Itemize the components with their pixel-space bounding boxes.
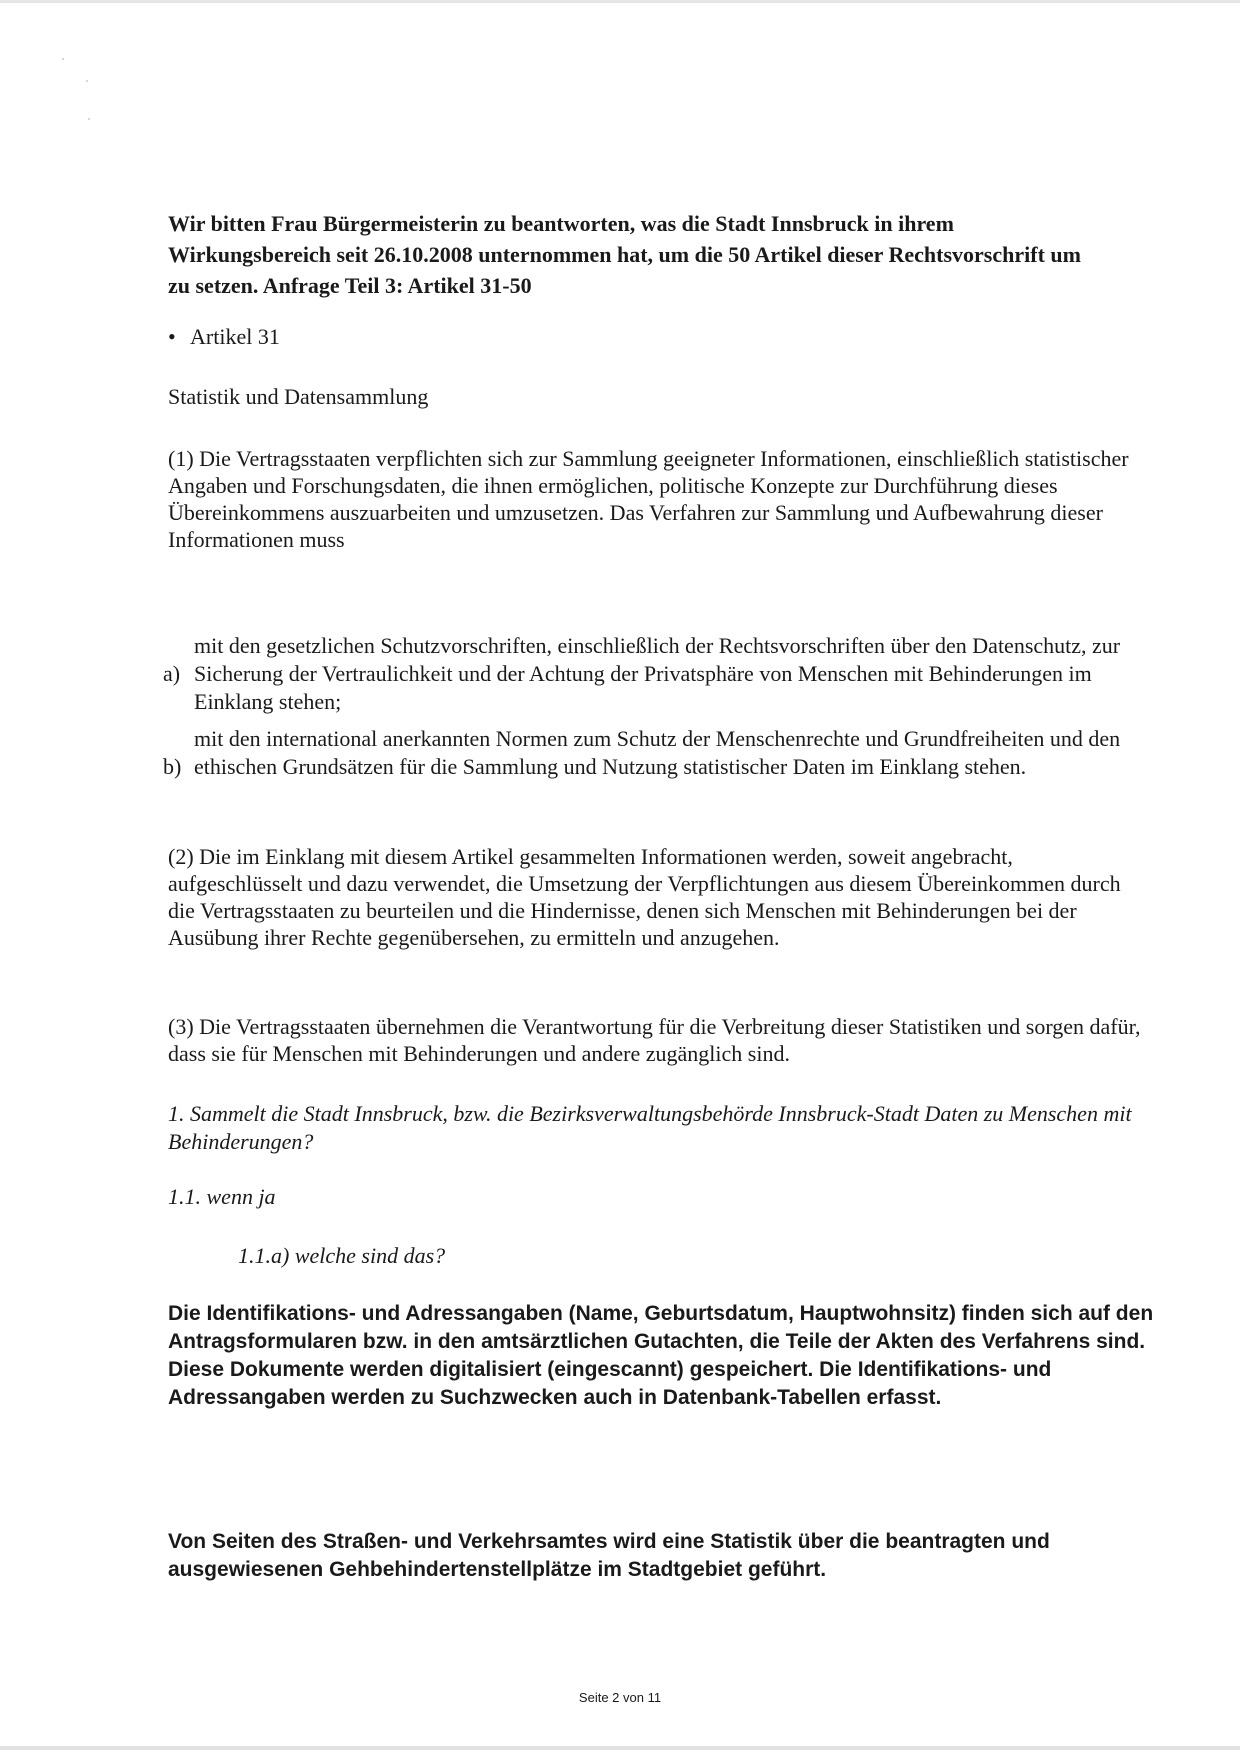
paragraph-2: (2) Die im Einklang mit diesem Artikel gesammelten Informationen werden, soweit angebracht, aufgeschlüsselt und dazu verwendet, die Umsetzung der Verpflichtungen aus diesem Übereinkommen durch die Vertragsstaaten zu beurteilen und die Hindernisse, denen sich Menschen mit Behinderungen bei der Ausübung ihrer Rechte gegenübersehen, zu ermitteln und anzugehen.	[168, 844, 1121, 950]
paragraph-3: (3) Die Vertragsstaaten übernehmen die Verantwortung für die Verbreitung dieser Statistiken und sorgen dafür, dass sie für Menschen mit Behinderungen und andere zugänglich sind.	[168, 1014, 1141, 1066]
list-item-text: mit den gesetzlichen Schutzvorschriften, einschließlich der Rechtsvorschriften über den Datenschutz, zur Sicherung der Vertraulichkeit und der Achtung der Privatsphäre von Menschen mit Behinderungen im Einklang stehen;	[194, 633, 1121, 714]
scan-edge-top	[0, 0, 1240, 3]
article-heading: Statistik und Datensammlung	[168, 384, 429, 409]
question-1: 1. Sammelt die Stadt Innsbruck, bzw. die Bezirksverwaltungsbehörde Innsbruck-Stadt Daten zu Menschen mit Behinderungen?	[168, 1101, 1132, 1154]
scan-speck	[86, 80, 88, 82]
list-item-label: b)	[163, 754, 182, 779]
intro-part-label: Anfrage Teil 3: Artikel 31-50	[262, 273, 532, 298]
question-1-1-a: 1.1.a) welche sind das?	[238, 1243, 446, 1268]
intro-paragraph	[168, 208, 1098, 301]
article-bullet	[168, 323, 280, 351]
answer-2: Von Seiten des Straßen- und Verkehrsamtes wird eine Statistik über die beantragten und ausgewiesenen Gehbehindertenstellplätze im Stadtgebiet geführt.	[168, 1530, 1050, 1581]
bullet-icon: •	[168, 324, 176, 349]
answer-1: Die Identifikations- und Adressangaben (Name, Geburtsdatum, Hauptwohnsitz) finden sich auf den Antragsformularen bzw. in den amtsärztlichen Gutachten, die Teile der Akten des Verfahrens sind. Diese Dokumente werden digitalisiert (eingescannt) gespeichert. Die Identifikations- und Adressangaben werden zu Suchzwecken auch in Datenbank-Tabellen erfasst.	[168, 1302, 1154, 1409]
intro-request-text: Wir bitten Frau Bürgermeisterin zu beantworten, was die Stadt Innsbruck in ihrem Wirkungsbereich seit 26.10.2008 unternommen hat, um die 50 Artikel dieser Rechtsvorschrift um zu setzen.	[168, 211, 1081, 298]
list-item-label: a)	[163, 661, 181, 686]
scan-speck	[88, 118, 90, 120]
paragraph-1: (1) Die Vertragsstaaten verpflichten sich zur Sammlung geeigneter Informationen, einschließlich statistischer Angaben und Forschungsdaten, die ihnen ermöglichen, politische Konzepte zur Durchführung dieses Übereinkommens auszuarbeiten und umzusetzen. Das Verfahren zur Sammlung und Aufbewahrung dieser Informationen muss	[168, 446, 1129, 552]
question-1-1: 1.1. wenn ja	[168, 1184, 276, 1209]
list-item-text: mit den international anerkannten Normen zum Schutz der Menschenrechte und Grundfreiheiten und den ethischen Grundsätzen für die Sammlung und Nutzung statistischer Daten im Einklang stehen.	[194, 726, 1121, 779]
scan-speck	[62, 58, 64, 60]
article-label: Artikel 31	[190, 324, 280, 349]
page-footer: Seite 2 von 11	[578, 1690, 662, 1705]
scan-edge-bottom	[0, 1746, 1240, 1750]
